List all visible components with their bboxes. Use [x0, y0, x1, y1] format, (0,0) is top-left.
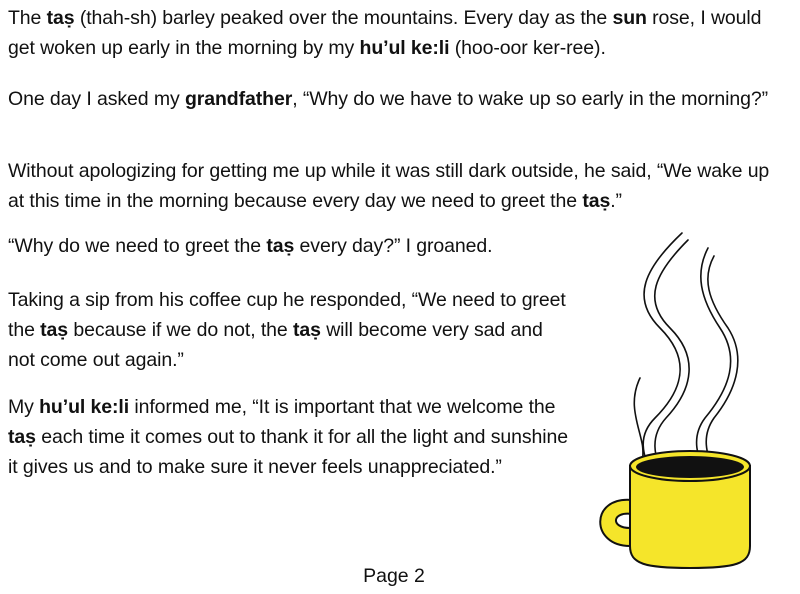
- vocab-word: taṣ: [292, 319, 321, 341]
- steam-icon: [634, 233, 738, 478]
- vocab-word: taṣ: [266, 235, 295, 257]
- text-run: One day I asked my: [8, 88, 185, 110]
- vocab-word: hu’ul ke:li: [359, 37, 450, 59]
- text-run: The: [8, 7, 47, 29]
- vocab-word: taṣ: [582, 190, 611, 212]
- vocab-word: taṣ: [40, 319, 69, 341]
- mug-handle: [600, 500, 632, 546]
- vocab-word: taṣ: [8, 426, 36, 448]
- paragraph-3: [8, 156, 788, 216]
- text-run: “Why do we need to greet the: [8, 235, 267, 257]
- paragraph-1: [8, 3, 778, 63]
- text-run: (thah-sh) barley peaked over the mountains. Every day as the: [74, 7, 613, 29]
- text-run: rose, I would get woken up early in the morning by my: [8, 7, 762, 59]
- text-run: informed me, “It is important that we welcome the: [129, 396, 556, 418]
- vocab-word: grandfather: [184, 88, 293, 110]
- paragraph-4: [8, 231, 568, 261]
- text-run: Without apologizing for getting me up while it was still dark outside, he said, “We wake up at this time in the morning because every day we need to greet the: [8, 160, 770, 212]
- paragraph-5: [8, 285, 568, 375]
- text-run: because if we do not, the: [68, 319, 293, 341]
- text-run: My: [8, 396, 40, 418]
- page-number: Page 2: [363, 565, 425, 587]
- text-run: each time it comes out to thank it for all the light and sunshine it gives us and to make sure it never feels unappreciated.”: [8, 426, 569, 478]
- vocab-word: sun: [612, 7, 647, 29]
- text-run: (hoo-oor ker-ree).: [449, 37, 606, 59]
- coffee-mug-icon: [590, 228, 775, 573]
- text-run: .”: [610, 190, 622, 212]
- coffee-surface: [636, 456, 744, 478]
- text-run: every day?” I groaned.: [294, 235, 493, 257]
- paragraph-6: [8, 392, 568, 482]
- vocab-word: hu’ul ke:li: [39, 396, 130, 418]
- vocab-word: taṣ: [46, 7, 75, 29]
- paragraph-2: [8, 84, 778, 114]
- text-run: will become very sad and not come out again.”: [8, 319, 543, 371]
- text-run: Taking a sip from his coffee cup he responded, “We need to greet the: [8, 289, 566, 341]
- text-run: , “Why do we have to wake up so early in the morning?”: [292, 88, 769, 110]
